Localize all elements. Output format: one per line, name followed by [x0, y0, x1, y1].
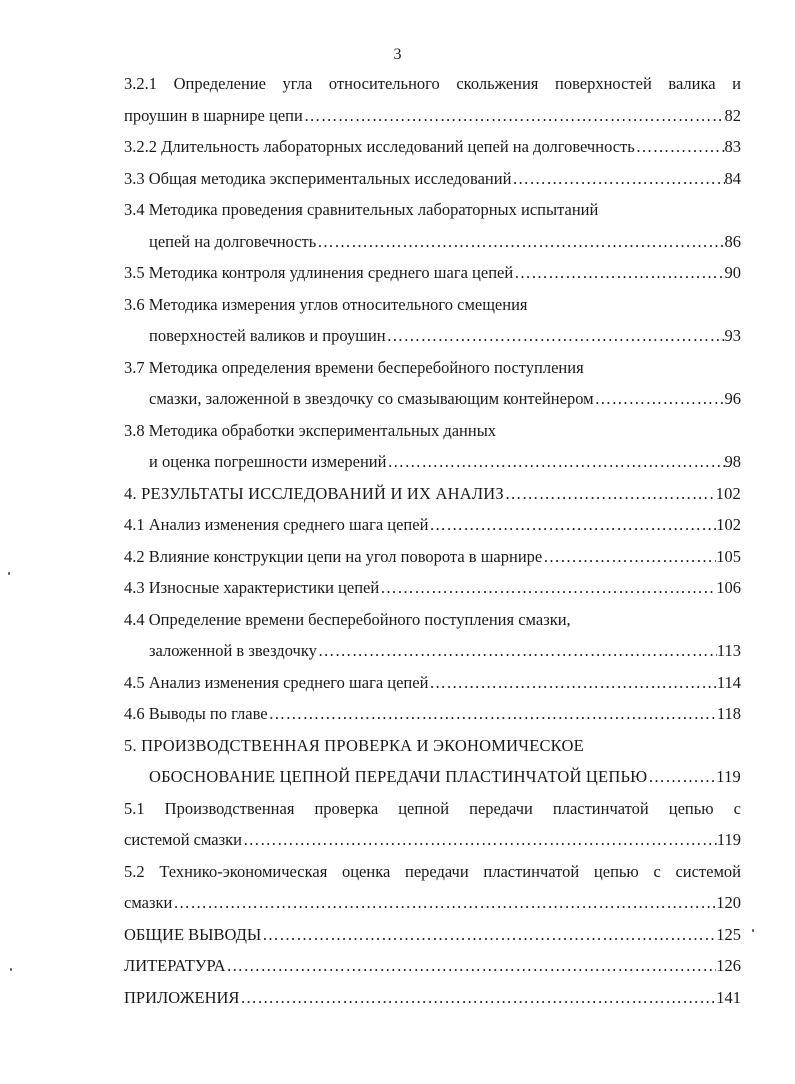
toc-entry-general-conclusions[interactable] — [124, 919, 741, 951]
toc-entry-chapter-5-line1: 5. ПРОИЗВОДСТВЕННАЯ ПРОВЕРКА И ЭКОНОМИЧЕСКОЕ — [124, 735, 584, 755]
toc-page-number: 105 — [716, 546, 741, 566]
toc-entry-chapter-4[interactable] — [124, 478, 741, 510]
toc-entry-4-2[interactable] — [124, 541, 741, 573]
toc-entry-3-4-line1: 3.4 Методика проведения сравнительных лабораторных испытаний — [124, 200, 599, 219]
toc-page-number: 106 — [716, 578, 741, 597]
dot-leader — [504, 478, 716, 510]
toc-entry-title: 3.5 Методика контроля удлинения среднего шага цепей — [124, 263, 514, 282]
toc-entry-4-1[interactable] — [124, 509, 741, 541]
dot-leader — [386, 446, 724, 478]
dot-leader — [635, 131, 725, 163]
dot-leader — [513, 257, 724, 289]
dot-leader — [379, 572, 716, 604]
toc-page-number: 126 — [716, 956, 741, 975]
toc-entry-3-2-2[interactable] — [124, 131, 741, 163]
dot-leader — [316, 226, 724, 258]
toc-page-number: 90 — [724, 263, 741, 282]
dot-leader — [428, 667, 716, 699]
toc-entry-3-2-1[interactable] — [124, 100, 741, 132]
toc-entry-4-3[interactable] — [124, 572, 741, 604]
toc-entry-title: и оценка погрешности измерений — [149, 452, 387, 471]
dot-leader — [511, 163, 724, 195]
toc-page-number: 102 — [715, 483, 741, 503]
toc-page-number: 119 — [716, 767, 741, 786]
dot-leader — [261, 919, 716, 951]
toc-page-number: 96 — [724, 389, 741, 408]
dot-leader — [268, 698, 717, 730]
toc-entry-3-7-line1: 3.7 Методика определения времени бесперебойного поступления — [124, 357, 584, 377]
toc-entry-5-2-line1: 5.2 Технико-экономическая оценка передачи пластинчатой цепью с системой — [124, 861, 741, 881]
toc-entry-title: 4.3 Износные характеристики цепей — [124, 578, 380, 597]
toc-entry-title: 4.2 Влияние конструкции цепи на угол поворота в шарнире — [124, 546, 543, 566]
page-number: 3 — [393, 46, 402, 63]
toc-page-number: 102 — [716, 515, 741, 534]
toc-entry-title: системой смазки — [124, 830, 242, 849]
toc-page-number: 82 — [724, 105, 741, 125]
toc-entry-4-6[interactable] — [124, 698, 741, 730]
dot-leader — [647, 761, 716, 793]
toc-entry-title: 4.1 Анализ изменения среднего шага цепей — [124, 515, 429, 534]
table-of-contents — [124, 68, 741, 1013]
dot-leader — [428, 509, 716, 541]
toc-entry-title: смазки, заложенной в звездочку со смазывающим контейнером — [149, 389, 594, 408]
toc-entry-title: ПРИЛОЖЕНИЯ — [124, 987, 240, 1007]
toc-entry-title: ОБЩИЕ ВЫВОДЫ — [124, 924, 262, 944]
toc-page-number: 119 — [716, 830, 741, 849]
toc-entry-title: проушин в шарнире цепи — [124, 105, 303, 125]
toc-page-number: 84 — [724, 168, 741, 188]
toc-entry-title: цепей на долговечность — [149, 231, 317, 251]
dot-leader — [303, 100, 725, 132]
toc-entry-4-4-line1: 4.4 Определение времени бесперебойного поступления смазки, — [124, 609, 571, 629]
toc-entry-title: заложенной в звездочку — [149, 641, 317, 660]
dot-leader — [242, 824, 717, 856]
toc-entry-chapter-5[interactable] — [124, 761, 741, 793]
toc-entry-3-8-line1: 3.8 Методика обработки экспериментальных данных — [124, 420, 497, 440]
toc-page-number: 141 — [716, 987, 741, 1007]
dot-leader — [239, 982, 716, 1014]
toc-entry-5-2[interactable] — [124, 887, 741, 919]
toc-entry-3-2-1-line1: 3.2.1 Определение угла относительного скольжения поверхностей валика и — [124, 74, 741, 93]
toc-entry-3-3[interactable] — [124, 163, 741, 195]
scan-speck — [752, 929, 754, 932]
toc-entry-5-1[interactable] — [124, 824, 741, 856]
toc-entry-3-8[interactable] — [124, 446, 741, 478]
toc-page-number: 83 — [724, 137, 741, 156]
dot-leader — [317, 635, 717, 667]
toc-entry-3-7[interactable] — [124, 383, 741, 415]
toc-entry-title: 3.2.2 Длительность лабораторных исследований цепей на долговечность — [124, 137, 635, 156]
toc-page-number: 93 — [724, 326, 741, 345]
toc-entry-literature[interactable] — [124, 950, 741, 982]
toc-entry-3-6[interactable] — [124, 320, 741, 352]
toc-entry-title: ОБОСНОВАНИЕ ЦЕПНОЙ ПЕРЕДАЧИ ПЛАСТИНЧАТОЙ ЦЕПЬЮ — [149, 767, 648, 786]
toc-page-number: 113 — [716, 641, 741, 660]
toc-page-number: 114 — [716, 672, 741, 692]
dot-leader — [386, 320, 725, 352]
toc-entry-appendices[interactable] — [124, 982, 741, 1014]
toc-page-number: 86 — [724, 231, 741, 251]
toc-entry-4-4[interactable] — [124, 635, 741, 667]
toc-entry-3-4[interactable] — [124, 226, 741, 258]
toc-entry-title: 3.3 Общая методика экспериментальных исследований — [124, 168, 512, 188]
dot-leader — [594, 383, 725, 415]
toc-entry-title: поверхностей валиков и проушин — [149, 326, 386, 345]
toc-entry-title: ЛИТЕРАТУРА — [124, 956, 226, 975]
scan-speck — [10, 968, 12, 971]
toc-entry-title: 4.6 Выводы по главе — [124, 704, 268, 723]
toc-page-number: 98 — [724, 452, 741, 471]
dot-leader — [172, 887, 716, 919]
dot-leader — [542, 541, 716, 573]
toc-entry-title: 4. РЕЗУЛЬТАТЫ ИССЛЕДОВАНИЙ И ИХ АНАЛИЗ — [124, 483, 504, 503]
dot-leader — [226, 950, 717, 982]
toc-entry-3-5[interactable] — [124, 257, 741, 289]
toc-entry-3-6-line1: 3.6 Методика измерения углов относительного смещения — [124, 294, 528, 314]
toc-page-number: 125 — [716, 924, 741, 944]
toc-entry-title: смазки — [124, 893, 173, 912]
toc-entry-4-5[interactable] — [124, 667, 741, 699]
toc-entry-title: 4.5 Анализ изменения среднего шага цепей — [124, 672, 429, 692]
toc-page-number: 120 — [716, 893, 741, 912]
scan-speck — [8, 572, 10, 575]
toc-entry-5-1-line1: 5.1 Производственная проверка цепной передачи пластинчатой цепью с — [124, 798, 741, 818]
toc-page-number: 118 — [716, 704, 741, 723]
